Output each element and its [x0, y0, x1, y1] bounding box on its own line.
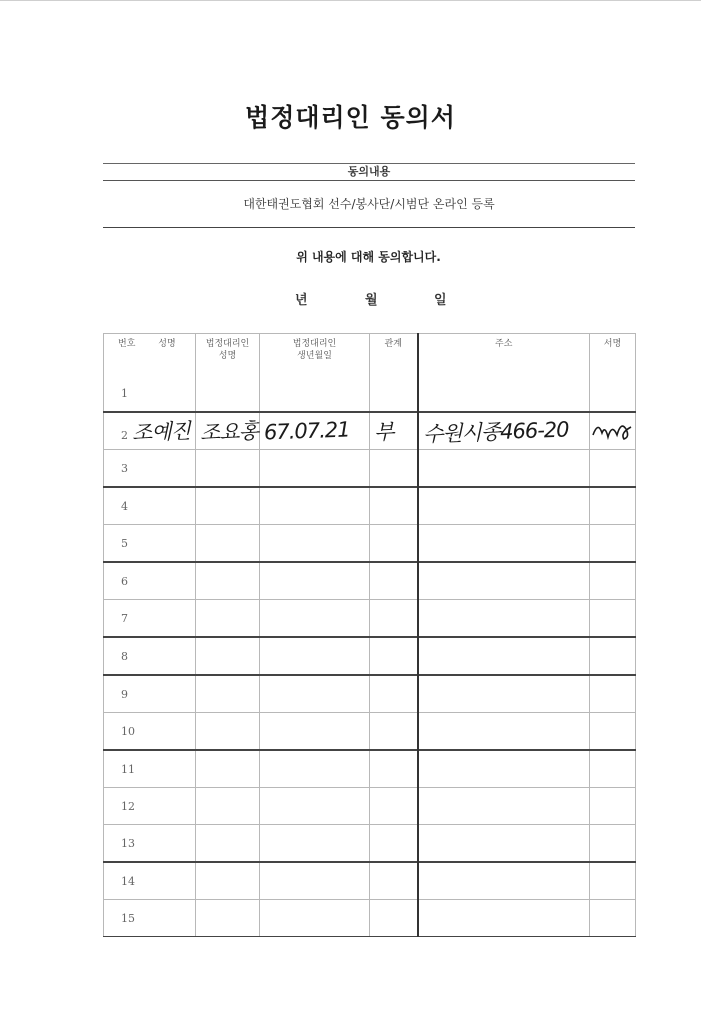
cell-relation — [370, 450, 418, 488]
cell-guardian-name — [196, 637, 260, 675]
cell-guardian-birth — [260, 487, 370, 525]
cell-guardian-birth — [260, 862, 370, 900]
cell-relation — [370, 900, 418, 937]
cell-signature — [590, 788, 636, 825]
cell-guardian-birth — [260, 788, 370, 825]
cell-guardian-name — [196, 750, 260, 788]
table-row — [104, 637, 636, 675]
cell-signature — [590, 412, 636, 450]
cell-guardian-name — [196, 525, 260, 563]
header-guardian-birth: 법정대리인 생년월일 — [260, 334, 370, 376]
cell-signature — [590, 487, 636, 525]
table-row — [104, 713, 636, 751]
cell-guardian-name — [196, 675, 260, 713]
row-number: 5 — [121, 536, 128, 550]
cell-signature — [590, 825, 636, 863]
table-row — [104, 825, 636, 863]
table-row — [104, 525, 636, 563]
cell-signature — [590, 600, 636, 638]
cell-guardian-name — [196, 562, 260, 600]
cell-number — [104, 862, 196, 900]
cell-number — [104, 562, 196, 600]
row-number: 10 — [121, 724, 135, 738]
document-title: 법정대리인 동의서 — [245, 103, 456, 132]
cell-number — [104, 637, 196, 675]
cell-guardian-name — [196, 713, 260, 751]
handwritten-name: 조예진 — [131, 418, 191, 446]
cell-address — [418, 713, 590, 751]
cell-number — [104, 487, 196, 525]
cell-number — [104, 525, 196, 563]
cell-relation — [370, 562, 418, 600]
cell-relation — [370, 525, 418, 563]
cell-guardian-name — [196, 487, 260, 525]
cell-relation — [370, 600, 418, 638]
cell-address — [418, 487, 590, 525]
handwritten-address: 수원시종466-20 — [422, 417, 569, 447]
cell-guardian-birth — [260, 450, 370, 488]
cell-relation — [370, 675, 418, 713]
cell-guardian-birth — [260, 562, 370, 600]
table-row — [104, 562, 636, 600]
header-name: 성명 — [158, 339, 176, 349]
cell-address — [418, 788, 590, 825]
table-row — [104, 750, 636, 788]
table-row — [104, 862, 636, 900]
cell-address — [418, 562, 590, 600]
table-row — [104, 600, 636, 638]
cell-number — [104, 825, 196, 863]
cell-relation — [370, 788, 418, 825]
row-number: 14 — [121, 874, 135, 888]
cell-guardian-name — [196, 825, 260, 863]
cell-guardian-birth — [260, 637, 370, 675]
cell-relation — [370, 412, 418, 450]
cell-address — [418, 900, 590, 937]
top-border — [0, 0, 701, 1]
consent-header: 동의내용 — [103, 164, 635, 181]
table-row — [104, 487, 636, 525]
cell-number — [104, 713, 196, 751]
consent-box — [103, 163, 635, 228]
cell-signature — [590, 450, 636, 488]
row-number: 6 — [121, 574, 128, 588]
cell-relation — [370, 825, 418, 863]
header-number: 번호 — [118, 339, 136, 349]
table-row — [104, 412, 636, 450]
table-row — [104, 375, 636, 412]
cell-guardian-name — [196, 375, 260, 412]
header-relation: 관계 — [370, 334, 418, 376]
handwritten-guardian-birth: 67.07.21 — [263, 417, 350, 445]
cell-address — [418, 750, 590, 788]
cell-signature — [590, 900, 636, 937]
cell-guardian-birth — [260, 525, 370, 563]
row-number: 2 — [121, 429, 128, 442]
cell-number — [104, 788, 196, 825]
handwritten-relation: 부 — [373, 419, 394, 445]
cell-address — [418, 450, 590, 488]
header-guardian-name: 법정대리인 성명 — [196, 334, 260, 376]
row-number: 8 — [121, 649, 128, 663]
guardian-table — [103, 333, 636, 937]
cell-guardian-birth — [260, 825, 370, 863]
cell-address — [418, 600, 590, 638]
cell-number — [104, 675, 196, 713]
handwritten-guardian-name: 조요홍 — [199, 418, 259, 446]
cell-address — [418, 862, 590, 900]
cell-relation — [370, 375, 418, 412]
table-header-row — [104, 334, 636, 376]
cell-signature — [590, 750, 636, 788]
header-signature: 서명 — [590, 334, 636, 376]
cell-address — [418, 675, 590, 713]
cell-relation — [370, 750, 418, 788]
cell-relation — [370, 713, 418, 751]
cell-relation — [370, 487, 418, 525]
cell-guardian-name — [196, 450, 260, 488]
cell-relation — [370, 637, 418, 675]
cell-guardian-name — [196, 412, 260, 450]
cell-signature — [590, 562, 636, 600]
cell-number — [104, 750, 196, 788]
row-number: 1 — [121, 386, 128, 400]
row-number: 4 — [121, 499, 128, 513]
consent-content: 대한태권도협회 선수/봉사단/시범단 온라인 등록 — [243, 197, 495, 211]
cell-address — [418, 637, 590, 675]
cell-signature — [590, 862, 636, 900]
cell-address — [418, 412, 590, 450]
cell-signature — [590, 525, 636, 563]
cell-relation — [370, 862, 418, 900]
cell-signature — [590, 375, 636, 412]
cell-guardian-birth — [260, 713, 370, 751]
date-month-label: 월 — [365, 293, 378, 308]
row-number: 9 — [121, 687, 128, 701]
cell-guardian-birth — [260, 600, 370, 638]
header-address: 주소 — [418, 334, 590, 376]
table-row — [104, 788, 636, 825]
cell-address — [418, 525, 590, 563]
cell-signature — [590, 675, 636, 713]
row-number: 3 — [121, 461, 128, 475]
table-row — [104, 900, 636, 937]
cell-signature — [590, 713, 636, 751]
cell-number — [104, 375, 196, 412]
row-number: 7 — [121, 611, 128, 625]
cell-guardian-birth — [260, 675, 370, 713]
cell-address — [418, 375, 590, 412]
cell-signature — [590, 637, 636, 675]
table-row — [104, 450, 636, 488]
cell-number — [104, 450, 196, 488]
row-number: 11 — [121, 762, 135, 776]
cell-number — [104, 412, 196, 450]
date-year-label: 년 — [295, 293, 308, 308]
cell-guardian-birth — [260, 900, 370, 937]
cell-address — [418, 825, 590, 863]
header-number-name — [104, 334, 196, 376]
cell-guardian-name — [196, 862, 260, 900]
row-number: 15 — [121, 911, 135, 925]
cell-guardian-birth — [260, 412, 370, 450]
signature-scribble — [590, 415, 634, 445]
cell-guardian-name — [196, 900, 260, 937]
cell-number — [104, 900, 196, 937]
cell-number — [104, 600, 196, 638]
row-number: 13 — [121, 836, 135, 850]
agree-statement: 위 내용에 대해 동의합니다. — [296, 250, 441, 264]
cell-guardian-name — [196, 788, 260, 825]
row-number: 12 — [121, 799, 135, 813]
table-row — [104, 675, 636, 713]
cell-guardian-birth — [260, 750, 370, 788]
cell-guardian-name — [196, 600, 260, 638]
cell-guardian-birth — [260, 375, 370, 412]
date-day-label: 일 — [434, 293, 447, 308]
